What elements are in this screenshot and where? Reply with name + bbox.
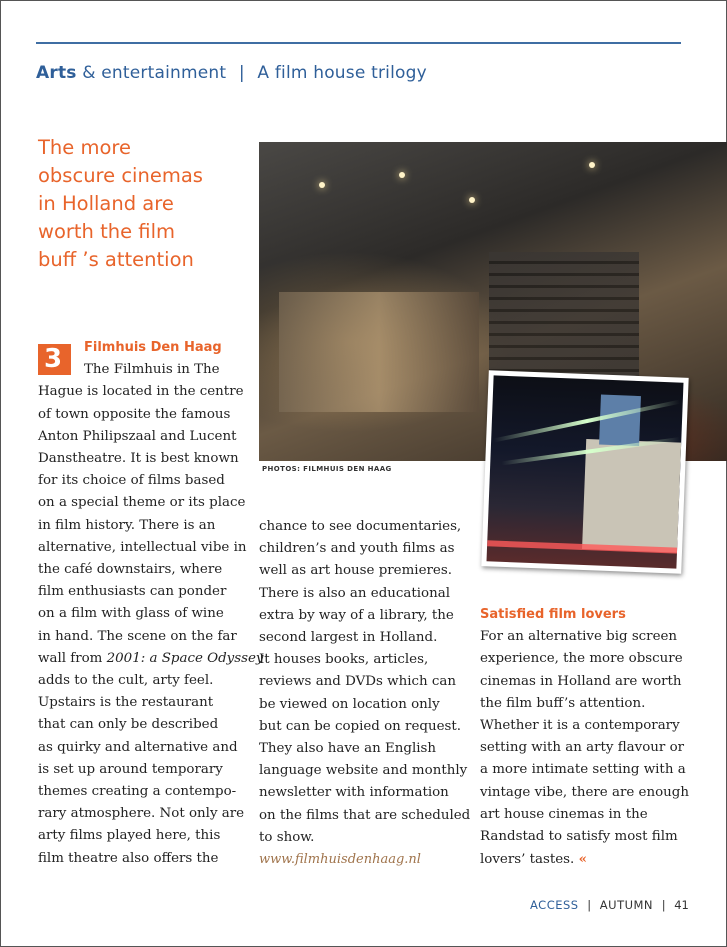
body-line: Hague is located in the centre (38, 384, 244, 400)
body-line: There is also an educational (259, 585, 451, 601)
ceiling-light (319, 182, 325, 188)
body-line: to show. (259, 829, 315, 845)
page-number: 41 (674, 898, 689, 912)
article-title: A film house trilogy (257, 63, 427, 83)
body-line: in film history. There is an (38, 517, 216, 533)
body-line: the film buff’s attention. (480, 695, 646, 711)
body-line (480, 848, 685, 871)
entry-heading: Filmhuis Den Haag (84, 340, 222, 355)
body-line: for its choice of films based (38, 473, 225, 489)
body-line: children’s and youth films as (259, 541, 455, 557)
body-line: of town opposite the famous (38, 406, 231, 422)
photo-credit: PHOTOS: FILMHUIS DEN HAAG (262, 465, 392, 473)
body-line: on a film with glass of wine (38, 606, 224, 622)
sidebar-heading: Satisfied film lovers (480, 607, 626, 622)
body-line: experience, the more obscure (480, 651, 683, 667)
section-header (36, 63, 427, 83)
body-text: lovers’ tastes. (480, 852, 575, 868)
body-line: adds to the cult, arty feel. (38, 673, 214, 689)
ceiling-light (589, 162, 595, 168)
light-trail (494, 400, 681, 443)
body-line: be viewed on location only (259, 696, 440, 712)
body-line: on a special theme or its place (38, 495, 246, 511)
ceiling-light (399, 172, 405, 178)
body-line: film theatre also offers the (38, 850, 219, 866)
body-line: chance to see documentaries, (259, 519, 462, 534)
body-line: setting with an arty flavour or (480, 740, 685, 756)
body-line: Anton Philipszaal and Lucent (38, 428, 237, 444)
header-separator: | (238, 63, 245, 83)
building-shape (582, 439, 681, 553)
body-line: art house cinemas in the (480, 806, 648, 822)
film-title: 2001: a Space Odyssey (106, 650, 264, 666)
body-line: rary atmosphere. Not only are (38, 806, 245, 822)
end-mark: « (578, 851, 587, 868)
body-line: film enthusiasts can ponder (38, 584, 227, 600)
bar-counter-shape (279, 292, 479, 412)
cinema-exterior-photo (481, 370, 688, 574)
body-line (38, 648, 264, 670)
body-line: Randstad to satisfy most film (480, 829, 678, 845)
section-name-bold: Arts (36, 63, 77, 83)
sidebar-column (480, 604, 689, 871)
pull-quote (38, 134, 253, 274)
body-line: a more intimate setting with a (480, 762, 686, 778)
pull-quote-line: obscure cinemas (38, 164, 203, 187)
body-line: Upstairs is the restaurant (38, 695, 214, 711)
body-line: vintage vibe, there are enough (480, 784, 689, 800)
section-name-rest: & entertainment (82, 63, 227, 83)
magazine-name: ACCESS (530, 898, 579, 912)
body-line: For an alternative big screen (480, 629, 678, 645)
body-line: cinemas in Holland are worth (480, 673, 682, 689)
body-line: reviews and DVDs which can (259, 674, 457, 690)
body-text: wall from (38, 650, 107, 666)
body-line: Danstheatre. It is best known (38, 451, 239, 467)
cinema-exterior-image (486, 375, 683, 568)
body-line: is set up around temporary (38, 761, 223, 777)
body-line: themes creating a contempo- (38, 784, 237, 800)
body-line: on the films that are scheduled (259, 807, 471, 823)
body-line: that can only be described (38, 717, 219, 733)
body-line: in hand. The scene on the far (38, 628, 237, 644)
body-line: Whether it is a contemporary (480, 718, 680, 734)
ceiling-light (469, 197, 475, 203)
pull-quote-line: in Holland are (38, 192, 174, 215)
header-rule (36, 42, 681, 44)
footer-separator: | (661, 898, 666, 912)
body-line: The Filmhuis in The (84, 362, 220, 378)
body-line: second largest in Holland. (259, 630, 438, 646)
body-column-2 (259, 516, 471, 871)
body-column-1 (38, 337, 264, 870)
website-link[interactable]: www.filmhuisdenhaag.nl (259, 852, 421, 868)
footer-separator: | (587, 898, 592, 912)
building-sign-shape (599, 395, 641, 446)
body-line: alternative, intellectual vibe in (38, 539, 247, 555)
body-line: extra by way of a library, the (259, 607, 454, 623)
body-line: It houses books, articles, (259, 652, 429, 668)
pull-quote-line: The more (38, 136, 131, 159)
body-line: but can be copied on request. (259, 718, 462, 734)
entry-number-badge: 3 (38, 344, 68, 375)
issue-season: AUTUMN (599, 898, 654, 912)
pull-quote-line: worth the film (38, 220, 175, 243)
pull-quote-line: buff ’s attention (38, 248, 194, 271)
body-line: newsletter with information (259, 785, 449, 801)
body-line: arty films played here, this (38, 828, 221, 844)
body-line: They also have an English (259, 741, 437, 757)
page-footer (530, 898, 689, 912)
body-line: the café downstairs, where (38, 562, 223, 578)
body-line: well as art house premieres. (259, 563, 452, 579)
body-line: language website and monthly (259, 763, 468, 779)
body-line: as quirky and alternative and (38, 739, 238, 755)
